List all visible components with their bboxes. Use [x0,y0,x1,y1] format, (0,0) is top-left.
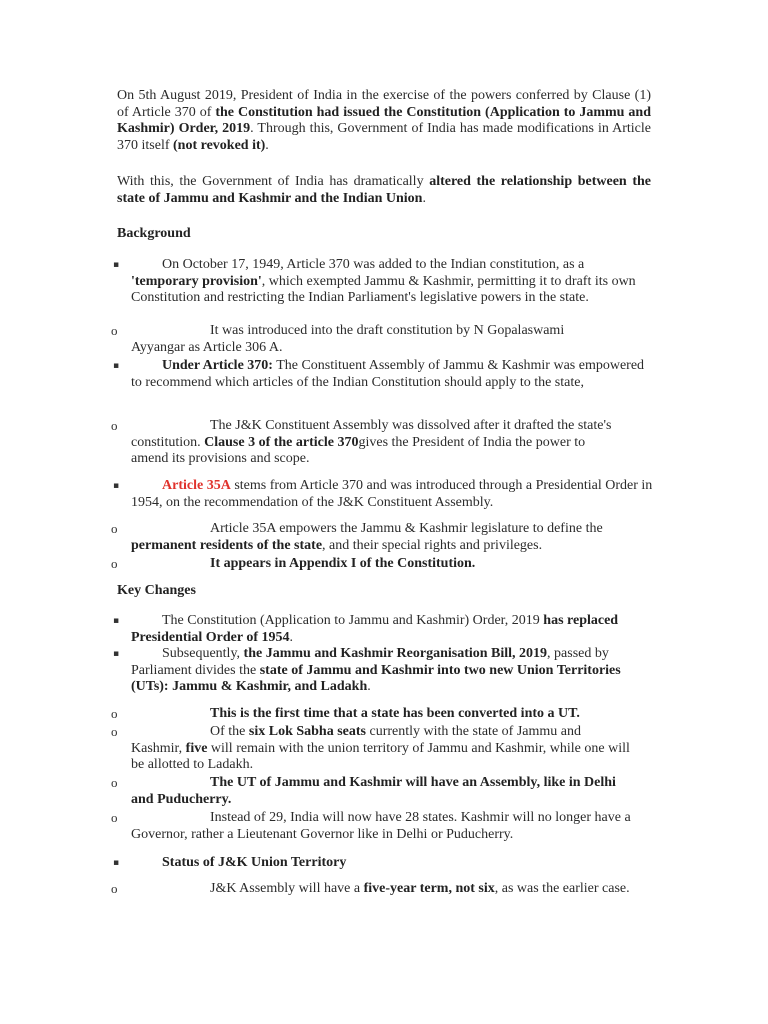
sub-bullet-marker: o [111,556,118,571]
text-run: . [289,629,294,645]
text-run: , and their special rights and privileges. [322,537,543,553]
text-run: gives the President of India the power to amend its provisions and scope. [131,434,586,466]
bullet-marker: ▪ [113,649,120,659]
text-run: Article 35A empowers the Jammu & Kashmir legislature to define the [210,521,603,536]
sub-bullet-marker: o [111,724,118,739]
list-item [131,775,631,808]
text-run: It was introduced into the draft constitution by N Gopalaswami Ayyangar as Article 306 A. [131,323,565,355]
bold-text: The UT of Jammu and Kashmir will have an Assembly, like in Delhi and Puducherry. [131,775,616,807]
list-item [131,646,651,696]
list-item [131,881,651,898]
bold-text: six Lok Sabha seats [248,724,366,739]
list-item [131,478,653,511]
intro-paragraph-2 [117,174,651,207]
text-run: Of the [210,724,249,739]
bold-text: This is the first time that a state has been converted into a UT. [210,706,580,721]
bold-text: five [185,740,208,756]
text-run: The Constituent Assembly of Jammu & Kashmir was empowered to recommend which articles of the Indian Constitution should apply to the state, [131,358,645,390]
sub-bullet-marker: o [111,775,118,790]
background-heading: Background [117,226,191,241]
sub-bullet-marker: o [111,521,118,536]
text-run: Subsequently, [162,646,244,661]
text-run: . Through this, Government of India has made modifications in Article 370 itself [117,121,651,153]
bold-text: the Jammu and Kashmir Reorganisation Bill, 2019 [243,646,548,661]
bold-text: It appears in Appendix I of the Constitution. [210,556,476,571]
text-run: , which exempted Jammu & Kashmir, permitting it to draft its own Constitution and restricting the Indian Parliament's legislative powers in the state. [131,273,636,305]
list-item [131,323,601,356]
list-item [131,855,651,872]
intro-paragraph-1 [117,88,651,154]
list-item [131,521,621,554]
bold-text: 'temporary provision' [131,273,262,289]
list-item [131,724,635,774]
sub-bullet-marker: o [111,323,118,338]
text-run: stems from Article 370 and was introduced through a Presidential Order in 1954, on the recommendation of the J&K Constituent Assembly. [131,478,653,510]
text-run: J&K Assembly will have a [210,881,364,896]
list-item [131,418,623,468]
key-changes-heading: Key Changes [117,583,196,598]
text-run: , as was the earlier case. [494,881,630,896]
bullet-marker: ▪ [113,481,120,491]
bold-text: Status of J&K Union Territory [162,855,347,870]
text-run: Instead of 29, India will now have 28 states. Kashmir will no longer have a Governor, rather a Lieutenant Governor like in Delhi or Puducherry. [131,810,631,842]
sub-bullet-marker: o [111,706,118,721]
highlighted-text: Article 35A [162,478,231,493]
bold-text: (not revoked it) [173,137,266,153]
list-item [131,556,651,573]
bullet-marker: ▪ [113,616,120,626]
list-item [131,358,653,391]
bold-text: five-year term, not six [363,881,495,896]
list-item [131,706,651,723]
list-item [131,810,635,843]
text-run: . [367,679,371,694]
bullet-marker: ▪ [113,361,120,371]
list-item [131,257,653,307]
text-run: currently with the state of Jammu and Kashmir, [131,724,581,756]
bold-text: altered the relationship between the state of Jammu and Kashmir and the Indian Union [117,174,651,206]
text-run: With this, the Government of India has dramatically [117,174,430,189]
text-run: The Constitution (Application to Jammu and Kashmir) Order, 2019 [162,613,544,628]
text-run: On 5th August 2019, President of India in the exercise of the powers conferred by Clause (1) of Article 370 of [117,88,651,120]
bold-text: state of Jammu and Kashmir into two new Union Territories (UTs): Jammu & Kashmir, and Ladakh [131,662,621,694]
text-run: , passed by Parliament divides the [131,646,609,678]
bold-text: the Constitution had issued the Constitution (Application to Jammu and Kashmir) Order, 2019 [117,104,652,136]
bold-text: permanent residents of the state [131,537,323,553]
bullet-marker: ▪ [113,858,120,868]
text-run: . [265,137,269,153]
bold-text: has replaced Presidential Order of 1954 [131,613,619,645]
bullet-marker: ▪ [113,260,120,270]
text-run: . [422,190,426,206]
list-item [131,613,651,646]
sub-bullet-marker: o [111,881,118,896]
bold-text: Under Article 370: [162,358,273,373]
sub-bullet-marker: o [111,810,118,825]
text-run: will remain with the union territory of Jammu and Kashmir, while one will be allotted to Ladakh. [131,740,630,772]
bold-text: Clause 3 of the article 370 [204,434,359,450]
sub-bullet-marker: o [111,418,118,433]
text-run: The J&K Constituent Assembly was dissolved after it drafted the state's constitution. [131,418,612,450]
text-run: On October 17, 1949, Article 370 was added to the Indian constitution, as a [162,257,585,272]
